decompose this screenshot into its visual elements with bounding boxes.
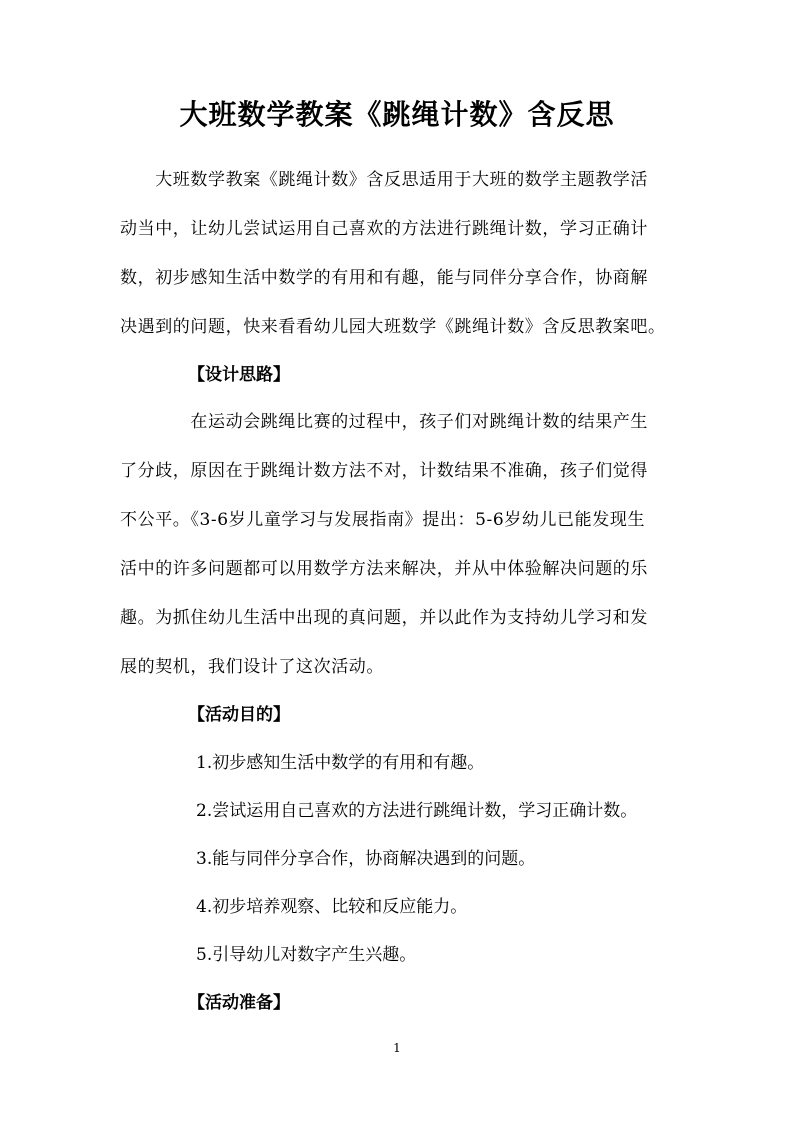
goals-heading: 【活动目的】 — [188, 705, 290, 725]
goal-item-2: 2.尝试运用自己喜欢的方法进行跳绳计数，学习正确计数。 — [196, 801, 638, 821]
page-number: 1 — [393, 1041, 401, 1055]
design-line: 不公平。《3-6岁儿童学习与发展指南》提出：5-6岁幼儿已能发现生 — [120, 510, 646, 530]
design-line: 了分歧，原因在于跳绳计数方法不对，计数结果不准确，孩子们觉得 — [120, 461, 648, 481]
goal-item-3: 3.能与同伴分享合作，协商解决遇到的问题。 — [196, 849, 536, 869]
design-line: 在运动会跳绳比赛的过程中，孩子们对跳绳计数的结果产生 — [120, 412, 648, 432]
intro-paragraph — [120, 156, 680, 352]
intro-line: 大班数学教案《跳绳计数》含反思适用于大班的数学主题教学活 — [120, 170, 648, 190]
design-paragraph — [120, 398, 680, 692]
goal-item-1: 1.初步感知生活中数学的有用和有趣。 — [196, 753, 485, 773]
design-line: 展的契机，我们设计了这次活动。 — [120, 657, 384, 677]
prep-heading: 【活动准备】 — [188, 993, 290, 1013]
document-title: 大班数学教案《跳绳计数》含反思 — [179, 98, 615, 131]
design-line: 趣。为抓住幼儿生活中出现的真问题，并以此作为支持幼儿学习和发 — [120, 608, 648, 628]
intro-line: 决遇到的问题，快来看看幼儿园大班数学《跳绳计数》含反思教案吧。 — [120, 317, 666, 337]
goal-item-4: 4.初步培养观察、比较和反应能力。 — [196, 897, 468, 917]
goal-item-5: 5.引导幼儿对数字产生兴趣。 — [196, 945, 417, 965]
intro-line: 动当中，让幼儿尝试运用自己喜欢的方法进行跳绳计数，学习正确计 — [120, 219, 648, 239]
design-heading: 【设计思路】 — [188, 365, 290, 385]
intro-line: 数，初步感知生活中数学的有用和有趣，能与同伴分享合作，协商解 — [120, 268, 648, 288]
design-line: 活中的许多问题都可以用数学方法来解决，并从中体验解决问题的乐 — [120, 559, 648, 579]
